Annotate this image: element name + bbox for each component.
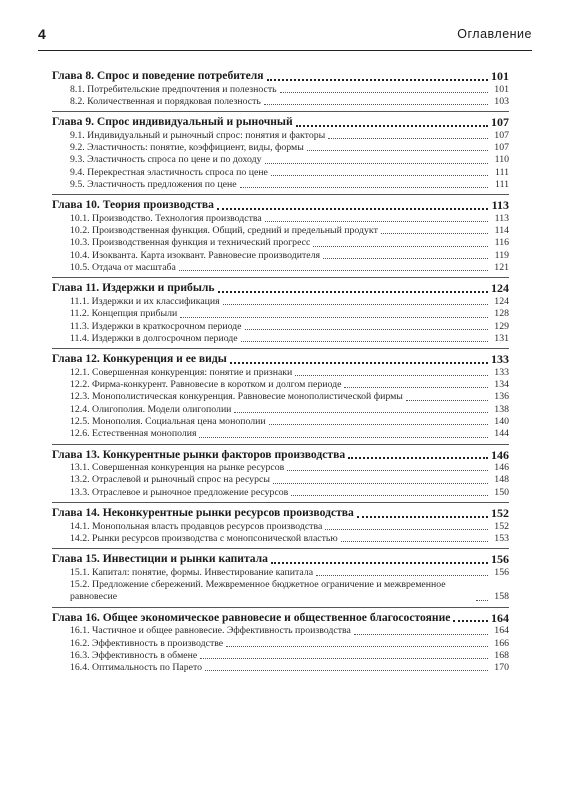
section-entry-title: 15.2. Предложение сбережений. Межвременное бюджетное ограничение и межвременное равновесие [70,579,446,603]
chapter-entry[interactable] [52,611,509,626]
chapter-entry-title: Глава 12. Конкуренция и ее виды [52,352,227,366]
dot-leader [357,515,488,518]
section-entry-page-number: 116 [494,237,509,249]
chapter-entry-title: Глава 8. Спрос и поведение потребителя [52,69,264,82]
section-entry-page-number: 144 [494,428,509,440]
section-entry[interactable] [52,638,509,650]
chapter-block [52,198,509,278]
section-entry-page-number: 146 [494,462,509,474]
section-entry-page-number: 152 [494,520,509,532]
chapter-entry[interactable] [52,552,509,567]
dot-leader [265,220,488,222]
dot-leader [406,399,488,401]
section-entry[interactable] [52,650,509,662]
chapter-block [52,448,509,503]
section-entry-page-number: 166 [494,637,509,649]
chapter-entry[interactable] [52,115,509,130]
section-entry-page-number: 148 [494,474,509,486]
section-entry-page-number: 110 [494,154,509,166]
section-entry-title: 12.3. Монополистическая конкуренция. Равновесие монополистической фирмы [70,391,403,403]
dot-leader [325,528,488,530]
dot-leader [381,232,488,234]
section-entry-title: 12.6. Естественная монополия [70,428,197,440]
chapter-block [52,552,509,607]
dot-leader [313,245,488,247]
dot-leader [280,91,488,93]
section-entry-title: 16.2. Эффективность в производстве [70,637,224,649]
section-entry-title: 10.2. Производственная функция. Общий, средний и предельный продукт [70,225,378,237]
section-entry[interactable] [52,579,509,604]
dot-leader [291,494,488,496]
section-entry-page-number: 164 [494,625,509,637]
section-entry-title: 10.4. Изокванта. Карта изоквант. Равновесие производителя [70,249,320,261]
section-entry-page-number: 136 [494,391,509,403]
dot-leader [296,124,488,127]
chapter-entry[interactable] [52,198,509,213]
section-entry-page-number: 121 [494,262,509,274]
section-entry-title: 13.1. Совершенная конкуренция на рынке ресурсов [70,462,285,474]
dot-leader [217,207,488,210]
section-entry-title: 14.1. Монопольная власть продавцов ресурсов производства [70,520,323,532]
section-entry[interactable] [52,213,509,225]
dot-leader [240,186,488,188]
section-entry-title: 15.1. Капитал: понятие, формы. Инвестирование капитала [70,566,314,578]
chapter-entry-title: Глава 16. Общее экономическое равновесие и общественное благосостояние [52,610,451,624]
chapter-block [52,611,509,678]
section-entry[interactable] [52,96,509,108]
chapter-block [52,69,509,112]
section-entry-page-number: 129 [494,320,509,332]
section-entry-title: 12.4. Олигополия. Модели олигополии [70,403,232,415]
section-entry-title: 16.3. Эффективность в обмене [70,649,198,661]
dot-leader [348,456,488,459]
chapter-entry-title: Глава 14. Неконкурентные рынки ресурсов производства [52,505,354,519]
section-entry-title: 16.4. Оптимальность по Парето [70,662,203,674]
table-of-contents [52,67,509,680]
section-entry[interactable] [52,625,509,637]
section-entry-page-number: 114 [494,225,509,237]
section-entry-title: 8.1. Потребительские предпочтения и полезность [70,83,277,95]
section-entry[interactable] [52,179,509,191]
section-entry-title: 11.3. Издержки в краткосрочном периоде [70,320,242,332]
section-entry-page-number: 119 [494,249,509,261]
section-entry[interactable] [52,487,509,499]
section-entry[interactable] [52,142,509,154]
section-entry-page-number: 156 [494,566,509,578]
section-entry-title: 11.2. Концепция прибыли [70,308,178,320]
chapter-entry-page-number: 164 [491,610,509,625]
dot-leader [245,328,488,330]
dot-leader [199,436,488,438]
section-entry-title: 11.4. Издержки в долгосрочном периоде [70,332,238,344]
section-entry-title: 12.1. Совершенная конкуренция: понятие и признаки [70,366,293,378]
dot-leader [341,540,488,542]
section-entry-page-number: 111 [495,166,509,178]
section-entry[interactable] [52,308,509,320]
dot-leader [328,137,488,139]
section-entry-page-number: 113 [494,212,509,224]
section-entry-title: 12.5. Монополия. Социальная цена монополии [70,415,266,427]
section-entry[interactable] [52,404,509,416]
dot-leader [264,103,488,105]
running-head: Оглавление [457,27,532,41]
section-entry-title: 14.2. Рынки ресурсов производства с монопсонической властью [70,532,338,544]
section-entry[interactable] [52,167,509,179]
dot-leader [269,423,488,425]
dot-leader [267,78,488,81]
section-entry-title: 9.4. Перекрестная эластичность спроса по цене [70,166,268,178]
dot-leader [226,645,488,647]
section-entry-page-number: 107 [494,129,509,141]
section-entry-page-number: 103 [494,95,509,107]
dot-leader [265,162,488,164]
chapter-entry-page-number: 101 [491,69,509,83]
section-entry-page-number: 170 [494,662,509,674]
section-entry[interactable] [52,130,509,142]
chapter-entry-page-number: 152 [491,505,509,520]
chapter-entry-title: Глава 15. Инвестиции и рынки капитала [52,552,268,566]
section-entry-title: 10.5. Отдача от масштаба [70,262,176,274]
page-number: 4 [38,26,46,42]
dot-leader [287,469,488,471]
dot-leader [295,374,488,376]
section-entry-title: 10.3. Производственная функция и технический прогресс [70,237,311,249]
section-entry-page-number: 134 [494,379,509,391]
section-entry[interactable] [52,391,509,403]
section-entry[interactable] [52,250,509,262]
chapter-entry[interactable] [52,352,509,367]
section-entry-title: 9.5. Эластичность предложения по цене [70,178,237,190]
section-entry-title: 11.1. Издержки и их классификация [70,295,220,307]
dot-leader [179,269,488,271]
section-entry-page-number: 107 [494,142,509,154]
section-entry-page-number: 111 [495,178,509,190]
dot-leader [323,257,488,259]
dot-leader [223,303,488,305]
section-entry-page-number: 158 [494,591,509,603]
dot-leader [271,561,488,564]
section-entry-page-number: 168 [494,649,509,661]
section-entry-page-number: 131 [494,332,509,344]
chapter-entry-title: Глава 10. Теория производства [52,198,214,212]
dot-leader [271,174,488,176]
dot-leader [200,657,488,659]
chapter-entry[interactable] [52,506,509,521]
chapter-entry-title: Глава 13. Конкурентные рынки факторов производства [52,447,346,461]
chapter-entry-page-number: 156 [491,552,509,567]
section-entry-title: 13.2. Отраслевой и рыночный спрос на ресурсы [70,474,270,486]
section-entry-page-number: 124 [494,295,509,307]
section-entry-title: 9.1. Индивидуальный и рыночный спрос: понятия и факторы [70,129,326,141]
section-entry-title: 8.2. Количественная и порядковая полезность [70,95,261,107]
section-entry[interactable] [52,225,509,237]
dot-leader [205,669,488,671]
section-entry[interactable] [52,333,509,345]
chapter-entry[interactable] [52,69,509,84]
dot-leader [354,633,488,635]
section-entry[interactable] [52,462,509,474]
dot-leader [218,290,488,293]
section-entry-title: 16.1. Частичное и общее равновесие. Эффективность производства [70,625,351,637]
section-entry[interactable] [52,567,509,579]
section-entry-page-number: 150 [494,486,509,498]
chapter-entry-page-number: 113 [491,198,509,213]
section-entry-title: 9.3. Эластичность спроса по цене и по доходу [70,154,262,166]
dot-leader [230,361,488,364]
section-entry-title: 10.1. Производство. Технология производства [70,212,262,224]
chapter-block [52,115,509,195]
section-entry-page-number: 153 [494,532,509,544]
chapter-block [52,506,509,549]
dot-leader [241,340,488,342]
dot-leader [307,149,488,151]
section-entry-title: 12.2. Фирма-конкурент. Равновесие в коротком и долгом периоде [70,379,342,391]
dot-leader [344,386,488,388]
section-entry[interactable] [52,521,509,533]
dot-leader [273,482,488,484]
section-entry-title: 9.2. Эластичность: понятие, коэффициент, виды, формы [70,142,304,154]
section-entry-page-number: 140 [494,415,509,427]
section-entry[interactable] [52,367,509,379]
section-entry[interactable] [52,379,509,391]
page-header [38,26,532,46]
dot-leader [316,574,488,576]
section-entry[interactable] [52,296,509,308]
chapter-entry-page-number: 107 [491,115,509,130]
chapter-entry[interactable] [52,281,509,296]
section-entry[interactable] [52,416,509,428]
chapter-entry[interactable] [52,448,509,463]
dot-leader [476,599,488,601]
section-entry[interactable] [52,262,509,274]
section-entry[interactable] [52,428,509,440]
section-entry-page-number: 128 [494,308,509,320]
chapter-entry-title: Глава 9. Спрос индивидуальный и рыночный [52,115,293,129]
section-entry[interactable] [52,662,509,674]
chapter-entry-page-number: 146 [491,447,509,462]
chapter-entry-page-number: 133 [491,352,509,367]
chapter-entry-title: Глава 11. Издержки и прибыль [52,281,215,295]
section-entry-page-number: 101 [494,83,509,95]
section-entry[interactable] [52,84,509,96]
section-entry[interactable] [52,474,509,486]
section-entry-title: 13.3. Отраслевое и рыночное предложение ресурсов [70,486,289,498]
section-entry[interactable] [52,321,509,333]
chapter-entry-page-number: 124 [491,281,509,296]
dot-leader [234,411,488,413]
section-entry[interactable] [52,237,509,249]
section-entry-page-number: 138 [494,403,509,415]
header-rule [38,50,532,51]
chapter-block [52,352,509,444]
section-entry-page-number: 133 [494,366,509,378]
section-entry[interactable] [52,154,509,166]
dot-leader [180,316,488,318]
dot-leader [453,619,488,622]
section-entry[interactable] [52,533,509,545]
chapter-block [52,281,509,349]
